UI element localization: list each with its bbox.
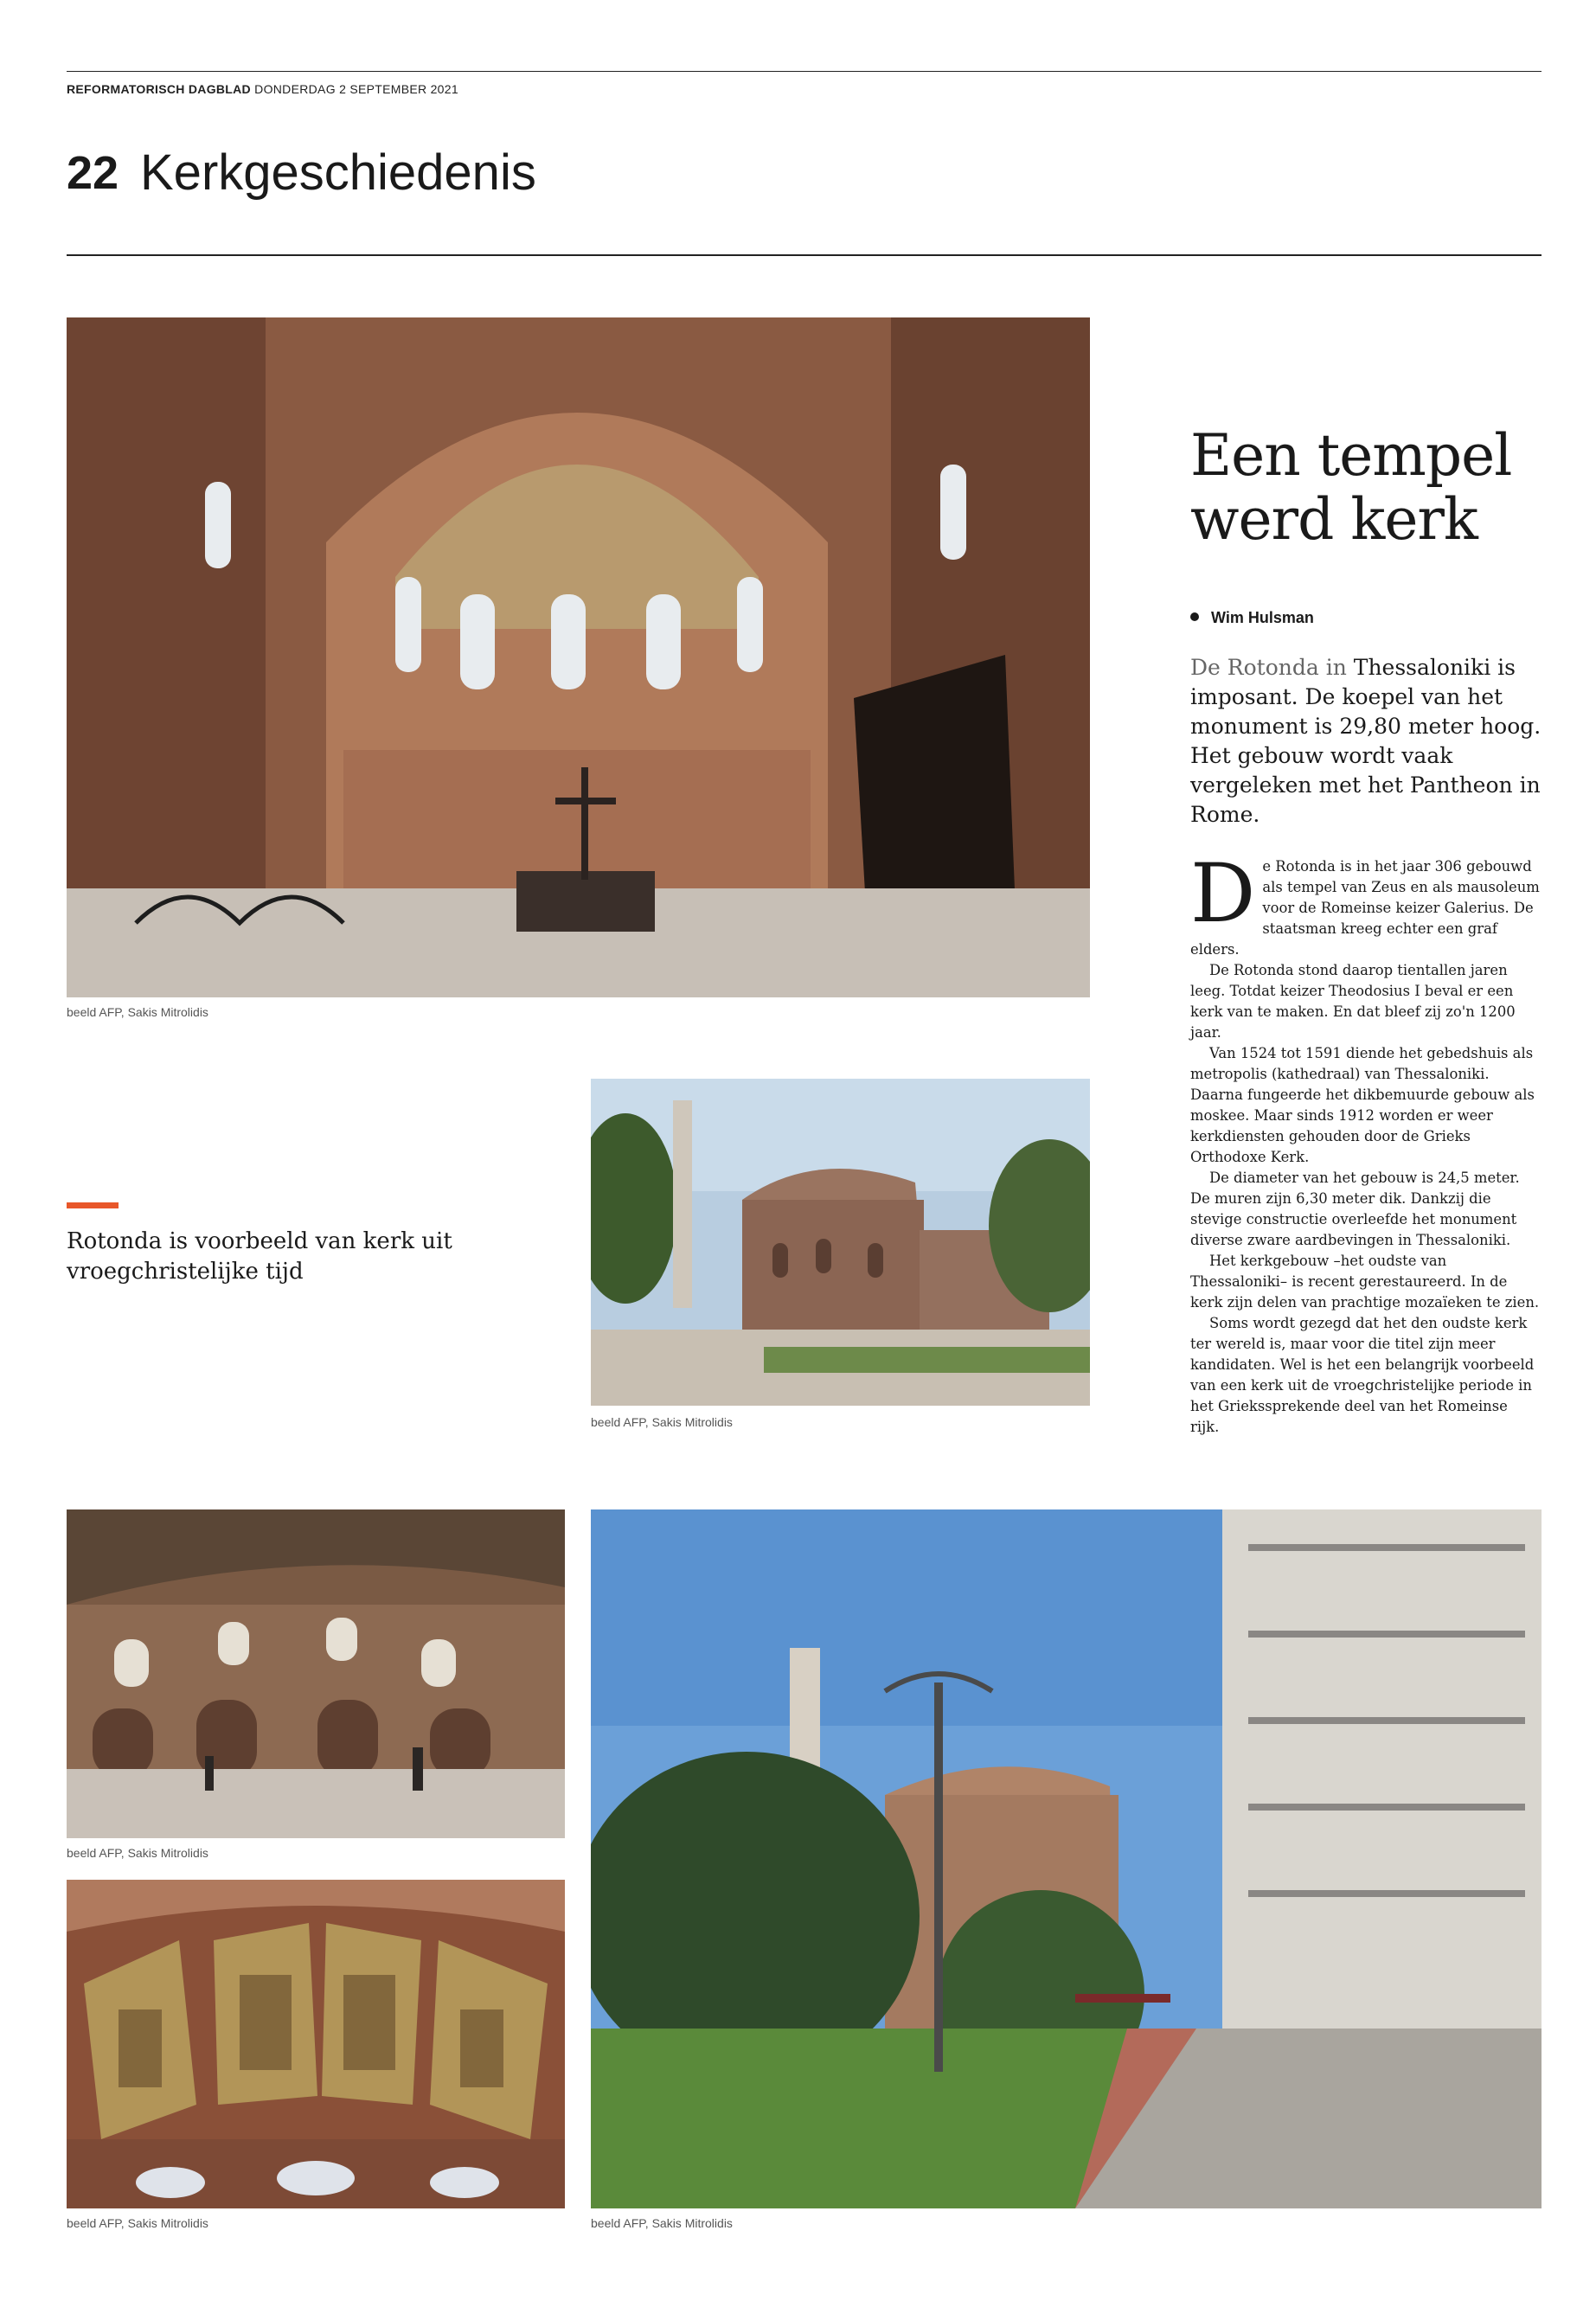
article-headline: Een tempel werd kerk [1190,422,1512,553]
photo-mosaics [67,1880,565,2208]
photo-caption: beeld AFP, Sakis Mitrolidis [591,1415,733,1429]
article-intro [1190,653,1545,830]
bullet-icon [1190,612,1199,621]
section-title: Kerkgeschiedenis [140,144,536,201]
photo-interior-dome [67,1509,565,1838]
newspaper-name: REFORMATORISCH DAGBLAD [67,82,251,96]
photo-exterior-rotonda [591,1079,1090,1406]
photo-caption: beeld AFP, Sakis Mitrolidis [591,2216,733,2230]
body-paragraph: De diameter van het gebouw is 24,5 meter. De muren zijn 6,30 meter dik. Dankzij die stevige constructie overleefde het monument diverse zware aardbevingen in Thessaloniki. [1190,1170,1520,1248]
accent-bar [67,1202,119,1208]
pull-quote: Rotonda is voorbeeld van kerk uit vroegchristelijke tijd [67,1228,452,1285]
masthead [67,82,458,96]
body-paragraph: Soms wordt gezegd dat het den oudste kerk ter wereld is, maar voor die titel zijn meer kandidaten. Wel is het een belangrijk voorbeeld van een kerk uit de vroegchristelijke periode in het Griekssprekende deel van het Romeinse rijk. [1190,1315,1535,1435]
page-number: 22 [67,147,119,199]
top-rule [67,71,1542,72]
body-paragraph: Van 1524 tot 1591 diende het gebedshuis als metropolis (kathedraal) van Thessaloniki. Daarna fungeerde het dikbemuurde gebouw als moskee. Maar sinds 1912 worden er weer kerkdiensten gehouden door de Grieks Orthodoxe Kerk. [1190,1045,1535,1165]
intro-lead: De Rotonda in [1190,655,1347,680]
section-rule [67,254,1542,256]
photo-street-view [591,1509,1542,2208]
drop-cap: D [1190,847,1256,941]
intro-text: Thessaloniki is imposant. De koepel van het monument is 29,80 meter hoog. Het gebouw wordt vaak vergeleken met het Pantheon in Rome. [1190,655,1542,827]
body-paragraph: De Rotonda stond daarop tientallen jaren leeg. Totdat keizer Theodosius I beval er een kerk van te maken. En dat bleef zij zo'n 1200 jaar. [1190,962,1516,1041]
author-name: Wim Hulsman [1211,609,1314,626]
photo-caption: beeld AFP, Sakis Mitrolidis [67,2216,208,2230]
body-paragraph: De Rotonda is in het jaar 306 gebouwd als tempel van Zeus en als mausoleum voor de Romeinse keizer Galerius. De staatsman kreeg echter een graf elders. [1190,847,1540,958]
article-body [1190,847,1541,1438]
photo-caption: beeld AFP, Sakis Mitrolidis [67,1005,208,1019]
byline [1190,609,1314,627]
issue-date: DONDERDAG 2 SEPTEMBER 2021 [254,82,458,96]
photo-interior-apse [67,317,1090,997]
body-paragraph: Het kerkgebouw –het oudste van Thessaloniki– is recent gerestaureerd. In de kerk zijn delen van prachtige mozaïeken te zien. [1190,1253,1540,1311]
photo-caption: beeld AFP, Sakis Mitrolidis [67,1846,208,1860]
